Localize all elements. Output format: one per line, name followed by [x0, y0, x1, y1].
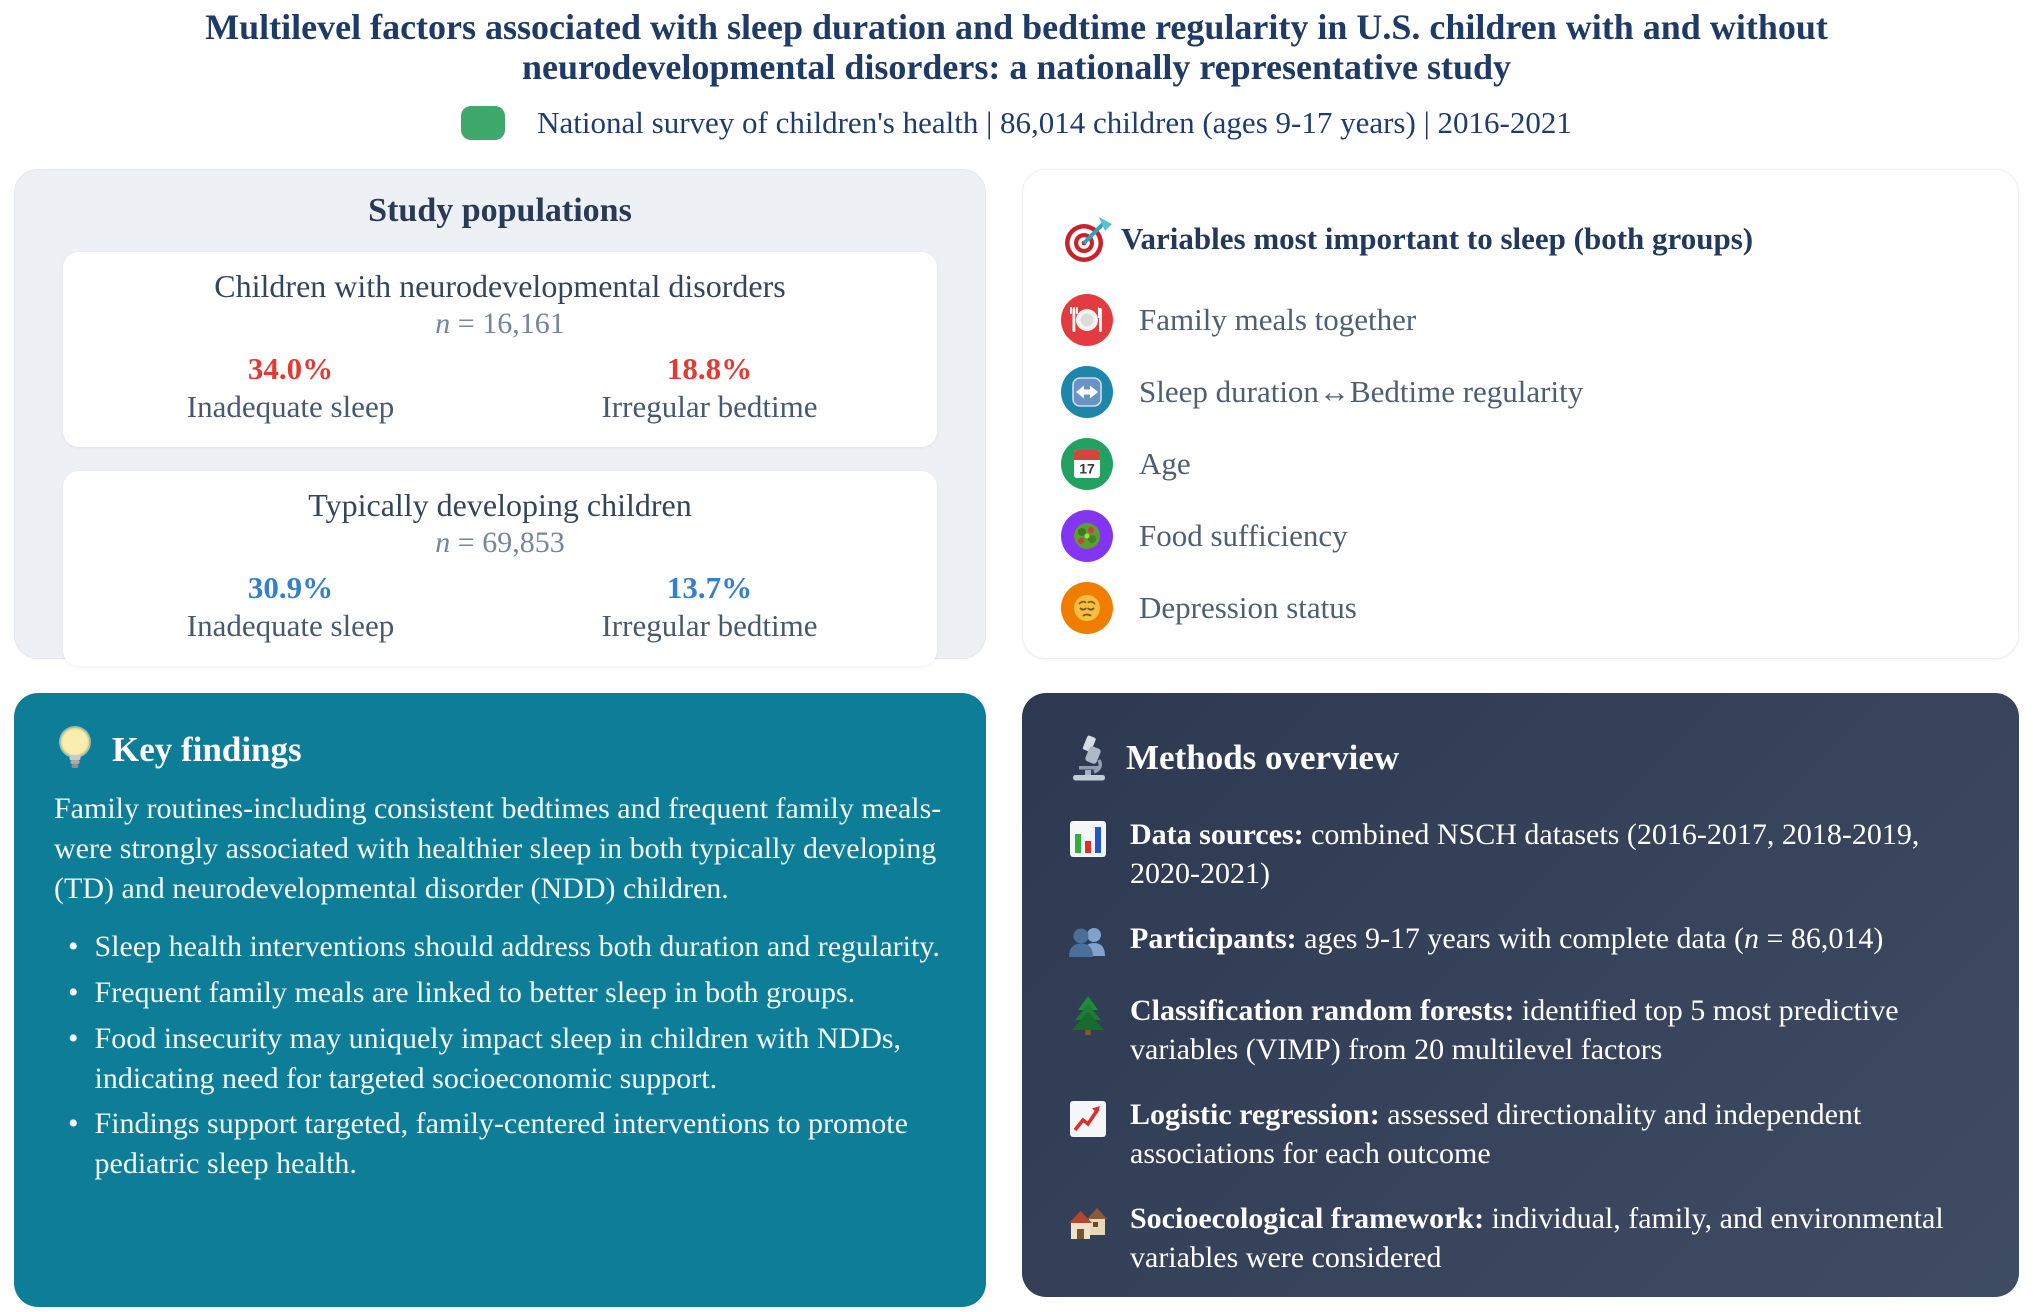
chart-increasing-icon [1066, 1095, 1112, 1173]
n-value: = 16,161 [450, 307, 565, 341]
method-text [1130, 1095, 1975, 1173]
variable-item-food-sufficiency [1061, 510, 1984, 562]
bullet-text: Sleep health interventions should address both duration and regularity. [94, 929, 940, 963]
stat-value: 18.8% [666, 351, 753, 387]
method-detail: identified top 5 most predictive variables (VIMP) from 20 multilevel factors [1130, 994, 1899, 1067]
variable-label: Food sufficiency [1139, 518, 1348, 554]
bullet-item [54, 927, 946, 967]
bullet-marker: • [68, 1107, 79, 1141]
people-icon [1066, 919, 1112, 965]
stat-inadequate-sleep [81, 570, 500, 644]
houses-icon [1066, 1199, 1112, 1277]
bullet-marker: • [68, 975, 79, 1009]
variable-item-depression [1061, 582, 1984, 634]
variable-label: Depression status [1139, 590, 1357, 626]
n-value: = 69,853 [450, 526, 565, 560]
subtitle-row [14, 105, 2019, 141]
evergreen-tree-icon [1066, 991, 1112, 1069]
method-label: Classification random forests: [1130, 994, 1515, 1028]
method-detail: assessed directionality and independent associations for each outcome [1130, 1098, 1862, 1171]
bullet-text: Food insecurity may uniquely impact sleep in children with NDDs, indicating need for targeted socioeconomic support. [94, 1021, 902, 1095]
variable-item-duration-regularity [1061, 366, 1984, 418]
bullet-text: Findings support targeted, family-centered interventions to promote pediatric sleep health. [94, 1107, 908, 1181]
stat-irregular-bedtime [500, 351, 919, 425]
ndd-group-card [63, 252, 937, 447]
method-detail: individual, family, and environmental variables were considered [1130, 1202, 1944, 1275]
bullet-item [54, 1019, 946, 1099]
method-item-participants [1066, 919, 1975, 965]
method-text [1130, 991, 1975, 1069]
method-detail: ages 9-17 years with complete data ( [1296, 922, 1744, 956]
stat-value: 13.7% [666, 570, 753, 606]
method-detail: combined NSCH datasets (2016-2017, 2018-2019, 2020-2021) [1130, 818, 1920, 891]
bullet-item [54, 973, 946, 1013]
n-symbol: n [435, 526, 451, 560]
stat-value: 34.0% [247, 351, 334, 387]
subtitle-text: National survey of children's health | 86,014 children (ages 9-17 years) | 2016-2021 [537, 105, 1572, 141]
method-text [1130, 919, 1883, 965]
pensive-face-icon [1061, 582, 1113, 634]
method-text [1130, 1199, 1975, 1277]
td-group-name: Typically developing children [308, 487, 692, 524]
n-symbol: n [435, 307, 451, 341]
target-dart-icon [1061, 212, 1115, 266]
methods-header [1066, 733, 1975, 783]
key-findings-header [54, 723, 946, 777]
stat-label: Irregular bedtime [601, 389, 818, 425]
variables-title: Variables most important to sleep (both groups) [1121, 221, 1754, 257]
bullet-marker: • [68, 929, 79, 963]
method-text [1130, 815, 1975, 893]
bullet-item [54, 1104, 946, 1184]
method-label: Socioecological framework: [1130, 1202, 1485, 1236]
key-findings-bullet-list [54, 927, 946, 1184]
method-item-random-forests [1066, 991, 1975, 1069]
stat-label: Irregular bedtime [601, 608, 818, 644]
title-line-2: neurodevelopmental disorders: a nationally representative study [522, 46, 1511, 87]
method-label: Participants: [1130, 922, 1297, 956]
methods-title: Methods overview [1126, 738, 1400, 778]
variables-header [1061, 212, 1984, 266]
variable-item-family-meals [1061, 294, 1984, 346]
variable-label: Family meals together [1139, 302, 1417, 338]
green-badge-icon [461, 106, 505, 140]
td-sample-size [81, 526, 919, 560]
key-findings-panel [14, 693, 986, 1307]
left-right-arrow-icon [1061, 366, 1113, 418]
variable-label: Sleep duration↔Bedtime regularity [1139, 374, 1584, 410]
method-item-socioecological [1066, 1199, 1975, 1277]
n-symbol: n [1743, 922, 1759, 956]
stat-label: Inadequate sleep [186, 389, 395, 425]
study-populations-panel [14, 169, 986, 659]
stat-label: Inadequate sleep [186, 608, 395, 644]
key-findings-intro: Family routines-including consistent bedtimes and frequent family meals-were strongly associated with healthier sleep in both typically developing (TD) and neurodevelopmental disorder (NDD) children. [54, 792, 942, 905]
study-populations-title: Study populations [368, 192, 632, 230]
variable-item-age [1061, 438, 1984, 490]
ndd-stats-row [81, 351, 919, 425]
bullet-marker: • [68, 1021, 79, 1055]
panel-grid [14, 169, 2019, 1307]
method-detail: = 86,014) [1758, 922, 1884, 956]
td-stats-row [81, 570, 919, 644]
stat-inadequate-sleep [81, 351, 500, 425]
calendar-icon [1061, 438, 1113, 490]
calendar-day-text: 17 [1079, 460, 1095, 477]
lightbulb-icon [54, 723, 96, 777]
method-label: Data sources: [1130, 818, 1304, 852]
title-line-1: Multilevel factors associated with sleep duration and bedtime regularity in U.S. children with and without [205, 7, 1828, 47]
key-findings-title: Key findings [112, 730, 302, 770]
stat-irregular-bedtime [500, 570, 919, 644]
bullet-text: Frequent family meals are linked to better sleep in both groups. [94, 975, 856, 1009]
page-title [14, 8, 2019, 87]
plate-cutlery-icon [1061, 294, 1113, 346]
stat-value: 30.9% [247, 570, 334, 606]
methods-overview-panel [1022, 693, 2019, 1297]
bar-chart-icon [1066, 815, 1112, 893]
variable-label: Age [1139, 446, 1191, 482]
td-group-card [63, 471, 937, 666]
method-label: Logistic regression: [1130, 1098, 1380, 1132]
method-item-logistic-regression [1066, 1095, 1975, 1173]
method-item-data-sources [1066, 815, 1975, 893]
salad-icon [1061, 510, 1113, 562]
microscope-icon [1066, 733, 1112, 783]
ndd-group-name: Children with neurodevelopmental disorders [214, 268, 786, 305]
important-variables-panel [1022, 169, 2019, 659]
ndd-sample-size [81, 307, 919, 341]
